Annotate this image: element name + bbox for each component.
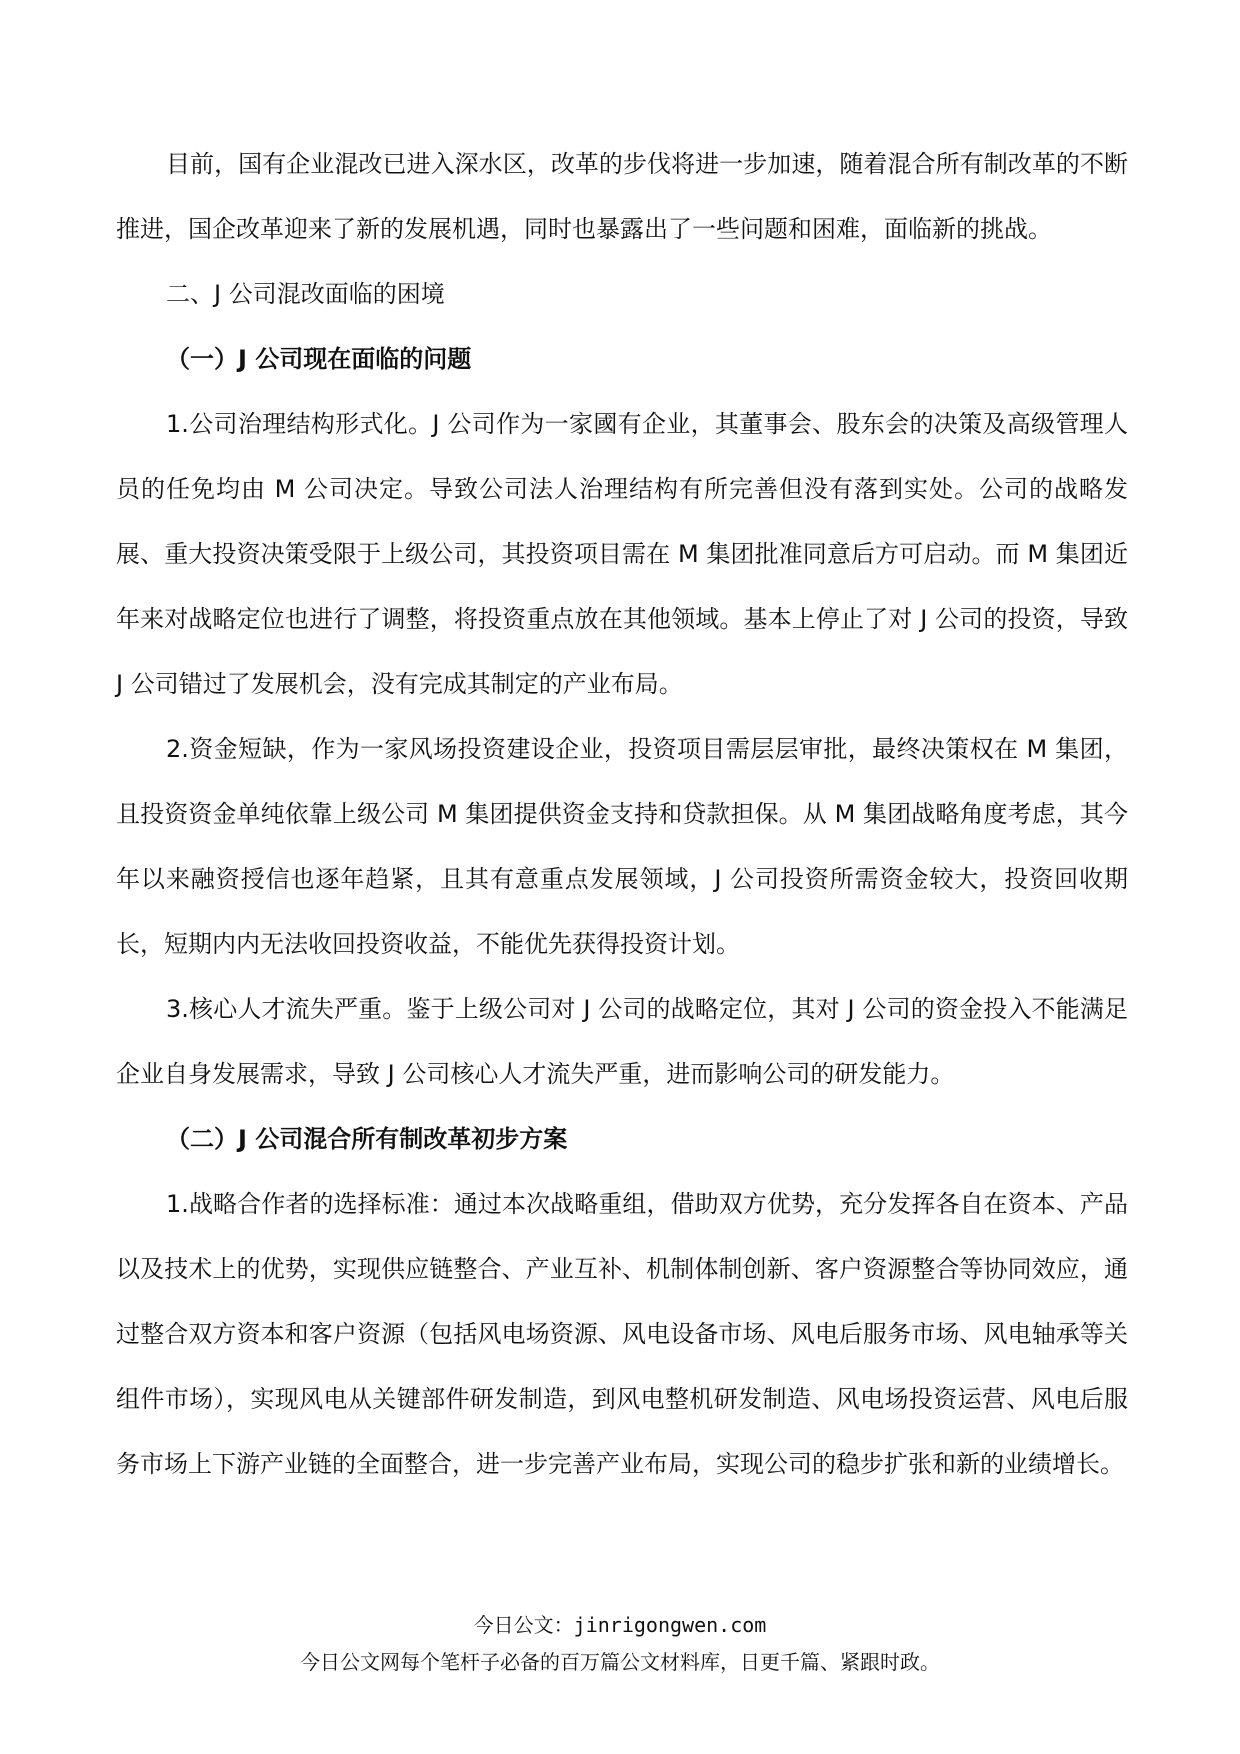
paragraph-governance: 1.公司治理结构形式化。J 公司作为一家國有企业，其董事会、股东会的决策及高级管理人员的任免均由 M 公司决定。导致公司法人治理结构有所完善但没有落到实处。公司的战略发展、重大投资决策受限于上级公司，其投资项目需在 M 集团批准同意后方可启动。而 M 集团近年来对战略定位也进行了调整，将投资重点放在其他领域。基本上停止了对 J 公司的投资，导致 J 公司错过了发展机会，没有完成其制定的产业布局。 [116, 410, 1128, 698]
subsection-heading-reform-plan: （二）J 公司混合所有制改革初步方案 [166, 1125, 568, 1153]
paragraph-talent: 3.核心人才流失严重。鉴于上级公司对 J 公司的战略定位，其对 J 公司的资金投入不能满足企业自身发展需求，导致 J 公司核心人才流失严重，进而影响公司的研发能力。 [116, 995, 1128, 1088]
document-body [116, 132, 1128, 1497]
paragraph-funding: 2.资金短缺，作为一家风场投资建设企业，投资项目需层层审批，最终决策权在 M 集团，且投资资金单纯依靠上级公司 M 集团提供资金支持和贷款担保。从 M 集团战略角度考虑，其今年以来融资授信也逐年趋紧，且其有意重点发展领域，J 公司投资所需资金较大，投资回收期长，短期内内无法收回投资收益，不能优先获得投资计划。 [116, 735, 1128, 958]
footer-slogan-line: 今日公文网每个笔杆子必备的百万篇公文材料库，日更千篇、紧跟时政。 [300, 1650, 940, 1674]
footer-site-line: 今日公文：jinrigongwen.com [473, 1613, 767, 1637]
page-footer [0, 1608, 1240, 1682]
paragraph-partner-criteria: 1.战略合作者的选择标准：通过本次战略重组，借助双方优势，充分发挥各自在资本、产品以及技术上的优势，实现供应链整合、产业互补、机制体制创新、客户资源整合等协同效应，通过整合双方资本和客户资源（包括风电场资源、风电设备市场、风电后服务市场、风电轴承等关组件市场），实现风电从关键部件研发制造，到风电整机研发制造、风电场投资运营、风电后服务市场上下游产业链的全面整合，进一步完善产业布局，实现公司的稳步扩张和新的业绩增长。 [116, 1190, 1128, 1478]
section-heading-2: 二、J 公司混改面临的困境 [166, 280, 445, 308]
paragraph-intro: 目前，国有企业混改已进入深水区，改革的步伐将进一步加速，随着混合所有制改革的不断推进，国企改革迎来了新的发展机遇，同时也暴露出了一些问题和困难，面临新的挑战。 [116, 150, 1128, 243]
subsection-heading-problems: （一）J 公司现在面临的问题 [166, 345, 472, 373]
